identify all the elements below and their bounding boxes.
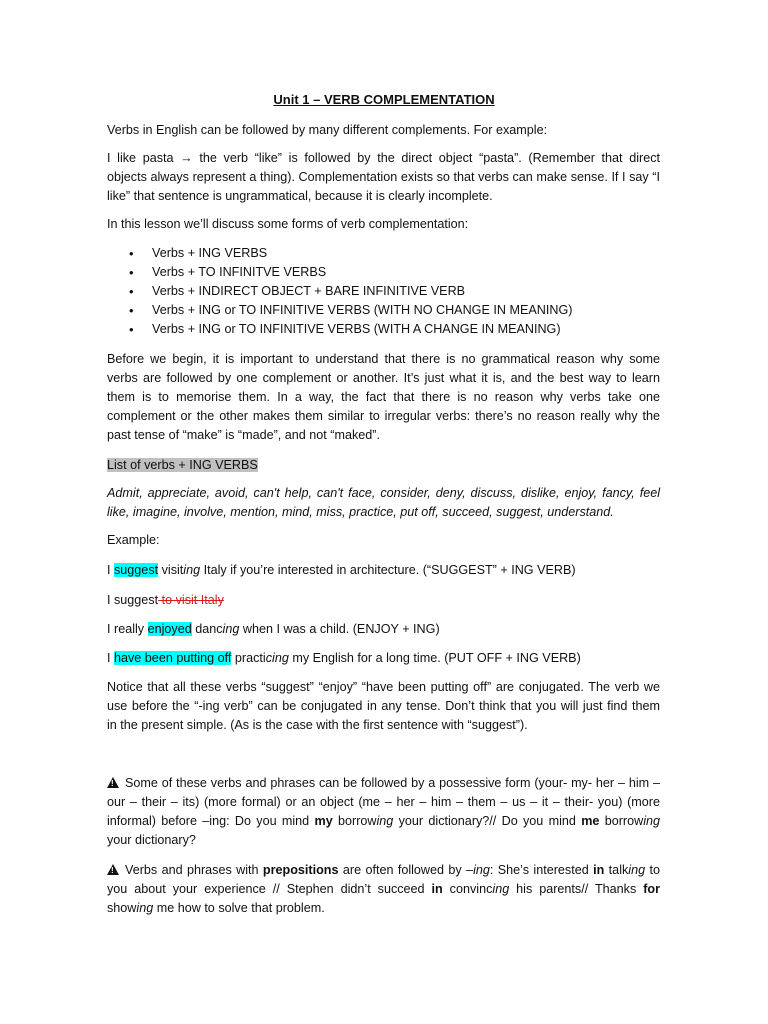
verb-list-line-2: like, imagine, involve, mention, mind, miss, practice, put off, succeed, suggest, understand. (107, 505, 614, 519)
example-sentence-2 (107, 591, 660, 610)
note1-line-3: informal) before –ing: Do you mind my borrowing your dictionary?// Do you mind me borrowing (107, 814, 661, 828)
notice-line-2: use before the “-ing verb” can be conjugated in any tense. Don’t think that you will just find them (107, 699, 660, 713)
note1-line-2: our – their – its) (more formal) or an object (me – her – him – them – us – it – their- you) (more (107, 795, 660, 809)
note1-line-4: your dictionary? (107, 833, 196, 847)
page-title: Unit 1 – VERB COMPLEMENTATION (273, 92, 495, 107)
ex4-mid: practi (231, 651, 266, 665)
list-item: • Verbs + INDIRECT OBJECT + BARE INFINITIVE VERB (107, 282, 572, 301)
ex3-post: when I was a child. (ENJOY + ING) (239, 622, 440, 636)
ex4-pre: I (107, 651, 114, 665)
pasta-line-2: objects always represent a thing). Complementation exists so that verbs can make sense. If I say “I (107, 170, 660, 184)
list-item: • Verbs + TO INFINITVE VERBS (107, 263, 572, 282)
before-line-4: complement or the other makes them similar to irregular verbs: there’s no reason really why the (107, 409, 660, 423)
ex1-verb: suggest (114, 563, 159, 577)
before-line-5: past tense of “make” is “made”, and not “maked”. (107, 428, 380, 442)
before-line-2: verbs are followed by one complement or another. It’s just what it is, and the best way to learn (107, 371, 660, 385)
intro-paragraph: Verbs in English can be followed by many different complements. For example: (107, 123, 548, 137)
list-heading-text: List of verbs + ING VERBS (107, 458, 258, 472)
ex1-pre: I (107, 563, 114, 577)
warning-triangle-icon (107, 777, 119, 788)
list-item: • Verbs + ING or TO INFINITIVE VERBS (WITH NO CHANGE IN MEANING) (107, 301, 572, 320)
notice-line-3: in the present simple. (As is the case with the first sentence with “suggest”). (107, 718, 528, 732)
example-sentence-3 (107, 620, 660, 639)
ex4-ing: cing (265, 651, 289, 665)
ex4-post: my English for a long time. (PUT OFF + ING VERB) (288, 651, 581, 665)
ex3-mid: danc (191, 622, 223, 636)
ex1-ing: ing (183, 563, 201, 577)
ex4-verb: have been putting off (114, 651, 232, 665)
ex1-mid: visit (158, 563, 184, 577)
note2-line-3: showing me how to solve that problem. (107, 901, 325, 915)
pasta-line-1: I like pasta → the verb “like” is followed by the direct object “pasta”. (Remember that direct (107, 151, 660, 165)
example-label: Example: (107, 533, 160, 547)
list-item: • Verbs + ING VERBS (107, 244, 572, 263)
note1-line-1: !Some of these verbs and phrases can be followed by a possessive form (your- my- her – him – (107, 774, 660, 812)
example-sentence-1 (107, 561, 660, 580)
ex3-pre: I really (107, 622, 148, 636)
before-line-1: Before we begin, it is important to understand that there is no grammatical reason why some (107, 352, 660, 366)
ex3-ing: ing (222, 622, 240, 636)
list-item: • Verbs + ING or TO INFINITIVE VERBS (WITH A CHANGE IN MEANING) (107, 320, 572, 339)
notice-line-1: Notice that all these verbs “suggest” “enjoy” “have been putting off” are conjugated. The verb we (107, 680, 660, 694)
ex1-post: Italy if you’re interested in architecture. (“SUGGEST” + ING VERB) (200, 563, 576, 577)
verb-list-line-1: Admit, appreciate, avoid, can't help, can't face, consider, deny, discuss, dislike, enjoy, fancy, feel (107, 486, 660, 500)
example-sentence-4 (107, 649, 660, 668)
note2-line-1: !Verbs and phrases with prepositions are often followed by –ing: She’s interested in talking to (107, 861, 660, 899)
pasta-line-3: like” that sentence is ungrammatical, because it is clearly incomplete. (107, 189, 493, 203)
warning-triangle-icon (107, 864, 119, 875)
lesson-intro: In this lesson we’ll discuss some forms of verb complementation: (107, 217, 469, 231)
ex2-pre: I suggest (107, 593, 159, 607)
note2-line-2: you about your experience // Stephen didn’t succeed in convincing his parents// Thanks for (107, 882, 661, 896)
before-line-3: them is to memorise them. In a way, the fact that there is no reason why verbs take one (107, 390, 660, 404)
complementation-list (107, 244, 572, 339)
ex2-struck: to visit Italy (158, 593, 224, 607)
list-heading (107, 456, 660, 475)
ex3-verb: enjoyed (147, 622, 192, 636)
